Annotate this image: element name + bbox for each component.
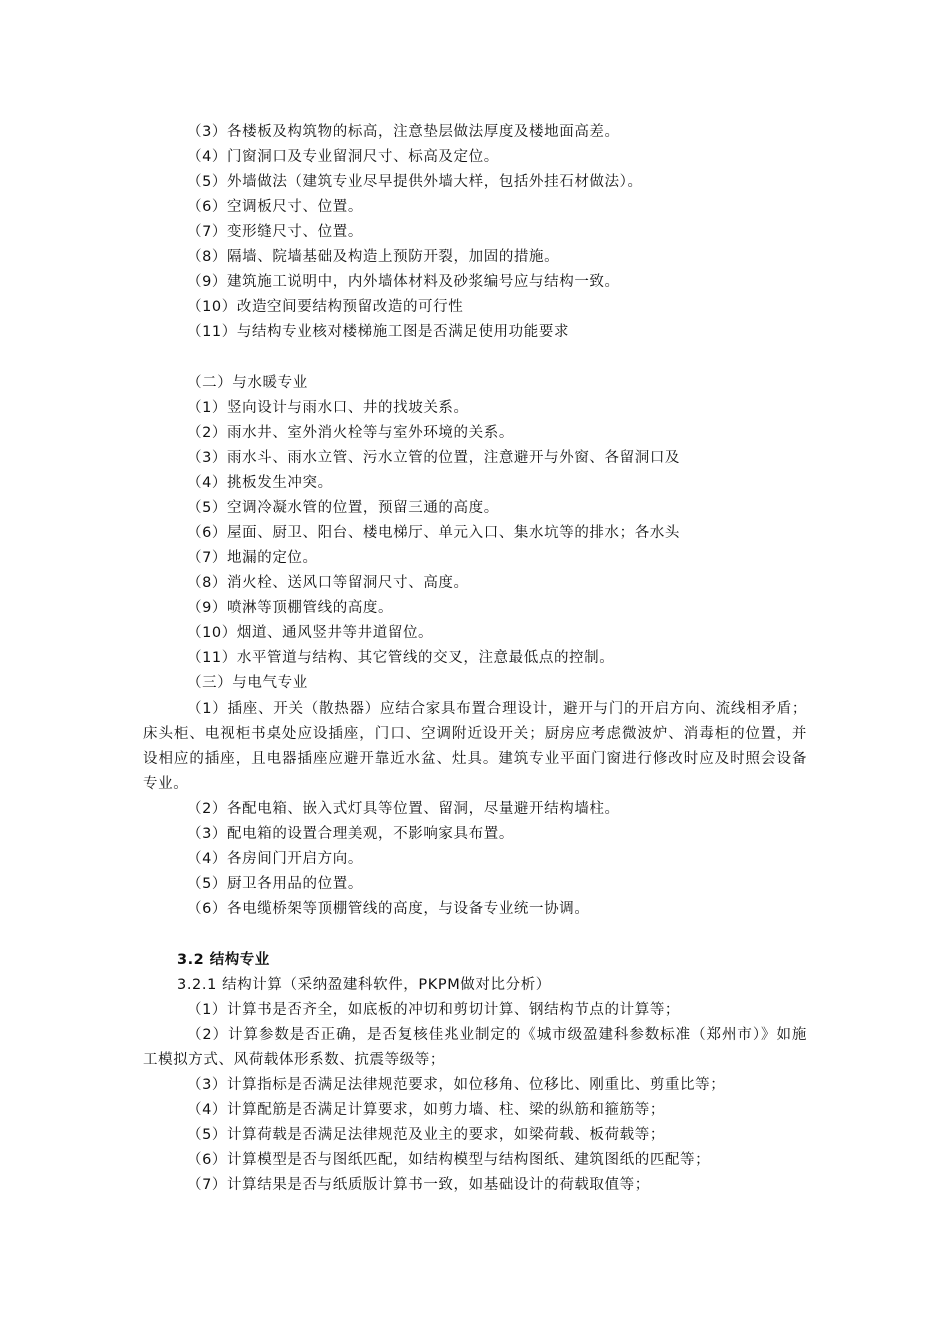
plumbing-item: （5）空调冷凝水管的位置，预留三通的高度。 xyxy=(187,500,499,516)
plumbing-item: （7）地漏的定位。 xyxy=(187,550,318,566)
arch-item: （6）空调板尺寸、位置。 xyxy=(187,199,363,215)
arch-item: （10）改造空间要结构预留改造的可行性 xyxy=(187,299,464,315)
electrical-item: （5）厨卫各用品的位置。 xyxy=(187,876,363,892)
structure-item: （3）计算指标是否满足法律规范要求，如位移角、位移比、刚重比、剪重比等； xyxy=(187,1077,726,1093)
arch-item: （4）门窗洞口及专业留洞尺寸、标高及定位。 xyxy=(187,149,499,165)
electrical-item: （6）各电缆桥架等顶棚管线的高度，与设备专业统一协调。 xyxy=(187,901,590,917)
plumbing-item: （6）屋面、厨卫、阳台、楼电梯厅、单元入口、集水坑等的排水；各水头 xyxy=(187,525,681,541)
subsection-heading: 3.2.1 结构计算（采纳盈建科软件，PKPM做对比分析） xyxy=(177,977,551,993)
arch-item: （3）各楼板及构筑物的标高，注意垫层做法厚度及楼地面高差。 xyxy=(187,124,620,140)
plumbing-item: （3）雨水斗、雨水立管、污水立管的位置，注意避开与外窗、各留洞口及 xyxy=(187,450,681,466)
plumbing-item: （8）消火栓、送风口等留洞尺寸、高度。 xyxy=(187,575,469,591)
electrical-item: （3）配电箱的设置合理美观，不影响家具布置。 xyxy=(187,826,514,842)
plumbing-item: （4）挑板发生冲突。 xyxy=(187,475,333,491)
arch-item: （5）外墙做法（建筑专业尽早提供外墙大样，包括外挂石材做法）。 xyxy=(187,174,643,190)
structure-item: （6）计算模型是否与图纸匹配，如结构模型与结构图纸、建筑图纸的匹配等； xyxy=(187,1152,711,1168)
plumbing-item: （1）竖向设计与雨水口、井的找坡关系。 xyxy=(187,400,469,416)
electrical-item: （4）各房间门开启方向。 xyxy=(187,851,363,867)
plumbing-item: （10）烟道、通风竖井等井道留位。 xyxy=(187,625,434,641)
electrical-item: （2）各配电箱、嵌入式灯具等位置、留洞，尽量避开结构墙柱。 xyxy=(187,801,620,817)
arch-item: （7）变形缝尺寸、位置。 xyxy=(187,224,363,240)
structure-item: （7）计算结果是否与纸质版计算书一致，如基础设计的荷载取值等； xyxy=(187,1177,650,1193)
arch-item: （8）隔墙、院墙基础及构造上预防开裂，加固的措施。 xyxy=(187,249,560,265)
electrical-heading: （三）与电气专业 xyxy=(187,675,308,691)
structure-item: （4）计算配筋是否满足计算要求，如剪力墙、柱、梁的纵筋和箍筋等； xyxy=(187,1102,665,1118)
arch-item: （9）建筑施工说明中，内外墙体材料及砂浆编号应与结构一致。 xyxy=(187,274,620,290)
structure-paragraph: （2）计算参数是否正确，是否复核佳兆业制定的《城市级盈建科参数标准（郑州市）》如施工模拟方式、风荷载体形系数、抗震等级等； xyxy=(143,1027,807,1068)
structure-item: （1）计算书是否齐全，如底板的冲切和剪切计算、钢结构节点的计算等； xyxy=(187,1002,681,1018)
arch-item: （11）与结构专业核对楼梯施工图是否满足使用功能要求 xyxy=(187,324,570,340)
plumbing-item: （2）雨水井、室外消火栓等与室外环境的关系。 xyxy=(187,425,514,441)
plumbing-item: （11）水平管道与结构、其它管线的交叉，注意最低点的控制。 xyxy=(187,650,615,666)
structure-item: （5）计算荷载是否满足法律规范及业主的要求，如梁荷载、板荷载等； xyxy=(187,1127,665,1143)
plumbing-item: （9）喷淋等顶棚管线的高度。 xyxy=(187,600,394,616)
plumbing-heading: （二）与水暖专业 xyxy=(187,375,308,391)
section-heading: 3.2 结构专业 xyxy=(177,952,270,968)
electrical-paragraph: （1）插座、开关（散热器）应结合家具布置合理设计，避开与门的开启方向、流线相矛盾；床头柜、电视柜书桌处应设插座，门口、空调附近设开关；厨房应考虑微波炉、消毒柜的位置，并设相应的插座，且电器插座应避开靠近水盆、灶具。建筑专业平面门窗进行修改时应及时照会设备专业。 xyxy=(143,701,807,792)
